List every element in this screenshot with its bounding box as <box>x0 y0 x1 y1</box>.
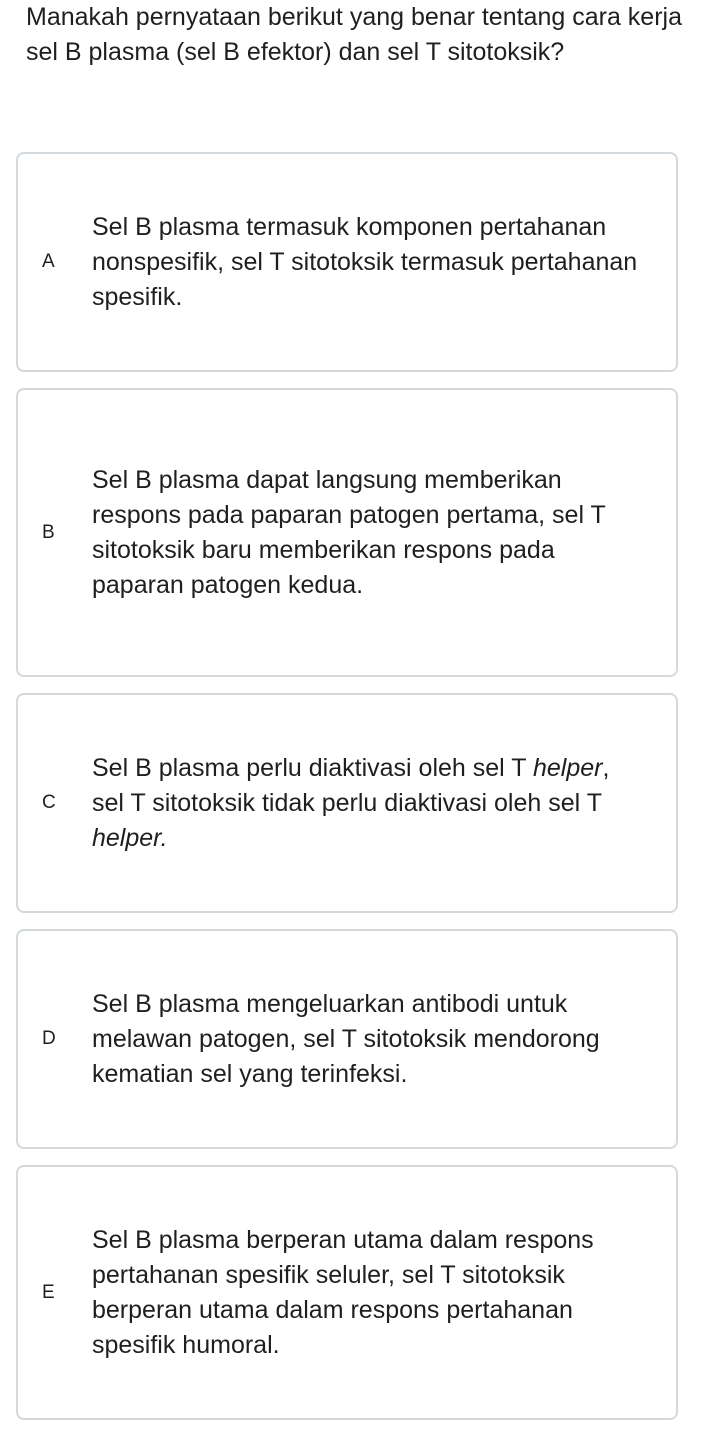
answer-option-b[interactable] <box>16 388 678 677</box>
question-text: Manakah pernyataan berikut yang benar tentang cara kerja sel B plasma (sel B efektor) dan sel T sitotoksik? <box>26 3 682 66</box>
option-text-c <box>92 751 676 856</box>
option-letter-c: C <box>42 792 56 813</box>
option-letter-b: B <box>42 521 55 543</box>
option-text-e: Sel B plasma berperan utama dalam respons pertahanan spesifik seluler, sel T sitotoksik berperan utama dalam respons pertahanan spesifik humoral. <box>92 1225 594 1359</box>
option-letter-a: A <box>42 251 55 272</box>
option-text-a: Sel B plasma termasuk komponen pertahanan nonspesifik, sel T sitotoksik termasuk pertahanan spesifik. <box>92 212 638 311</box>
option-text-c-part1: Sel B plasma perlu diaktivasi oleh sel T <box>92 753 533 782</box>
answer-option-d[interactable] <box>16 929 678 1149</box>
option-letter-e: E <box>42 1281 55 1303</box>
option-text-c-italic1: helper <box>532 753 603 782</box>
option-letter-d: D <box>42 1028 56 1049</box>
answer-option-e[interactable] <box>16 1165 678 1420</box>
answer-option-c[interactable] <box>16 693 678 913</box>
answer-option-a[interactable] <box>16 152 678 372</box>
option-text-b: Sel B plasma dapat langsung memberikan respons pada paparan patogen pertama, sel T sitotoksik baru memberikan respons pada paparan patogen kedua. <box>92 465 606 599</box>
option-text-c-part2: , sel T sitotoksik tidak perlu diaktivasi oleh sel T <box>92 753 610 817</box>
option-text-d: Sel B plasma mengeluarkan antibodi untuk melawan patogen, sel T sitotoksik mendorong kematian sel yang terinfeksi. <box>92 989 600 1088</box>
option-text-c-italic2: helper. <box>92 823 168 852</box>
